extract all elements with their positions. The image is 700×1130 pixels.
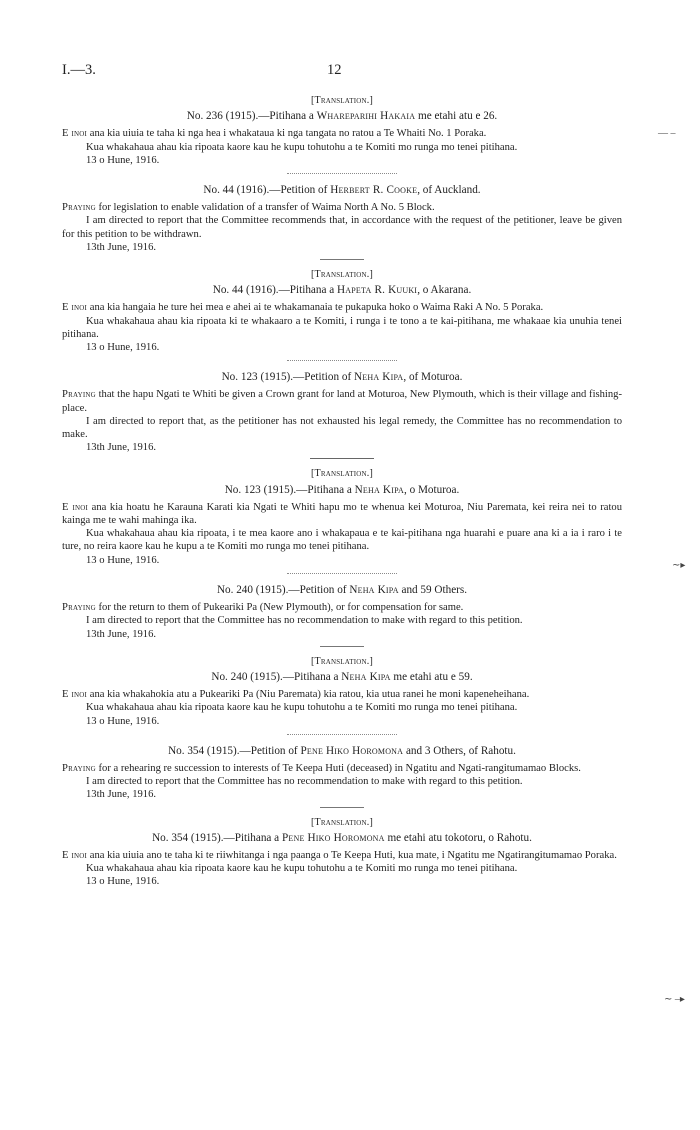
- petition-title: [62, 671, 622, 684]
- report-date: 13th June, 1916.: [86, 241, 157, 253]
- title-suffix: , o Akarana.: [417, 284, 472, 297]
- title-number: No. 354 (1915).—Pitihana a: [152, 831, 282, 844]
- prayer-text: for a rehearing re succession to interests of Te Keepa Huti (deceased) in Ngatitu and Ngati-rangitumamao Blocks.: [95, 762, 581, 774]
- document-body: [62, 94, 622, 889]
- petition-section: [62, 584, 622, 641]
- title-number: No. 123 (1915).—Pitihana a: [224, 483, 355, 496]
- prayer-lead: E inoi: [62, 302, 88, 314]
- title-suffix: , o Moturoa.: [403, 483, 460, 496]
- prayer-text: ana kia hangaia he ture hei mea e ahei ai te whakamanaia te pukapuka hoko o Waima Raki A No. 5 Poraka.: [87, 302, 544, 314]
- title-suffix: and 59 Others.: [398, 583, 468, 596]
- prayer-lead: Praying: [62, 389, 96, 401]
- section-divider: [287, 173, 397, 174]
- prayer-lead: Praying: [62, 762, 96, 774]
- prayer-paragraph: [62, 762, 622, 775]
- petition-section: [62, 745, 622, 802]
- petition-title: [62, 832, 622, 845]
- title-number: No. 123 (1915).—Petition of: [221, 371, 354, 384]
- page-header: [62, 62, 620, 82]
- report-date: 13th June, 1916.: [86, 442, 157, 454]
- report-paragraph: Kua whakahaua ahau kia ripoata kaore kau he kupu tohutohu a te Komiti mo runga mo tenei pitihana.: [86, 702, 518, 714]
- petitioner-name: Pene Hiko Horomona: [281, 831, 385, 844]
- prayer-lead: Praying: [62, 202, 96, 214]
- section-rule: [320, 259, 364, 260]
- margin-mark-icon: — –: [658, 128, 676, 139]
- petition-section: [62, 816, 622, 889]
- petition-section: [62, 371, 622, 454]
- margin-mark-icon: ∼ –▸: [664, 994, 685, 1005]
- report-date: 13th June, 1916.: [86, 789, 157, 801]
- petition-title: [62, 110, 622, 123]
- petitioner-name: Neha Kipa: [341, 670, 391, 683]
- prayer-text: ana kia whakahokia atu a Pukeariki Pa (Niu Paremata) kia ratou, kia utua ranei he moni kapeneheihana.: [87, 689, 530, 701]
- petition-section: [62, 655, 622, 728]
- report-paragraph: I am directed to report that the Committee has no recommendation to make with regard to this petition.: [86, 776, 523, 788]
- prayer-paragraph: [62, 201, 622, 214]
- report-paragraph: I am directed to report that the Committee recommends that, in accordance with the request of the petitioner, leave be given for this petition to be withdrawn.: [62, 215, 622, 240]
- petition-title: [62, 284, 622, 297]
- prayer-paragraph: [62, 301, 622, 314]
- prayer-paragraph: [62, 849, 622, 862]
- prayer-paragraph: [62, 388, 622, 414]
- translation-label: [Translation.]: [310, 468, 373, 480]
- prayer-lead: Praying: [62, 602, 96, 614]
- petitioner-name: Neha Kipa: [353, 371, 404, 384]
- prayer-lead: E inoi: [62, 128, 88, 140]
- section-divider: [287, 360, 397, 361]
- petition-title: [62, 371, 622, 384]
- report-paragraph: Kua whakahaua ahau kia ripoata kaore kau he kupu tohutohu a te Komiti mo runga mo tenei pitihana.: [86, 141, 518, 153]
- page-number: 12: [327, 62, 342, 78]
- prayer-text: ana kia hoatu he Karauna Karati kia Ngati te Whiti hapu mo te whenua kei Moturoa, Niu Paremata, kei reira nei to ratou kainga me te wahi mahinga ika.: [62, 501, 622, 527]
- petitioner-name: Hapeta R. Kuuki: [337, 284, 418, 297]
- prayer-lead: E inoi: [62, 849, 88, 861]
- petitioner-name: Herbert R. Cooke: [330, 184, 418, 197]
- petition-title: [62, 184, 622, 197]
- translation-label: [Translation.]: [310, 95, 373, 106]
- title-number: No. 240 (1915).—Petition of: [216, 583, 350, 596]
- prayer-paragraph: [62, 127, 622, 140]
- report-date: 13 o Hune, 1916.: [86, 342, 160, 354]
- prayer-paragraph: [62, 601, 622, 614]
- title-suffix: me etahi atu e 26.: [415, 110, 498, 123]
- petition-section: [62, 268, 622, 354]
- title-suffix: , of Auckland.: [417, 184, 481, 197]
- petition-section: [62, 467, 622, 566]
- prayer-text: ana kia uiuia te taha ki nga hea i whakataua ki nga tangata no ratou a Te Whaiti No. 1 Poraka.: [87, 128, 487, 140]
- title-suffix: me etahi atu tokotoru, o Rahotu.: [384, 831, 532, 844]
- section-divider: [287, 734, 397, 735]
- report-date: 13 o Hune, 1916.: [86, 554, 160, 566]
- report-paragraph: Kua whakahaua ahau kia ripoata kaore kau he kupu tohutohu a te Komiti mo runga mo tenei pitihana.: [86, 863, 518, 875]
- report-date: 13 o Hune, 1916.: [86, 876, 160, 888]
- title-number: No. 44 (1916).—Petition of: [203, 184, 331, 197]
- prayer-paragraph: [62, 688, 622, 701]
- petition-title: [62, 584, 622, 597]
- title-suffix: and 3 Others, of Rahotu.: [403, 744, 516, 757]
- report-paragraph: I am directed to report that the Committee has no recommendation to make with regard to this petition.: [86, 615, 523, 627]
- title-number: No. 44 (1916).—Pitihana a: [212, 284, 338, 297]
- prayer-text: ana kia uiuia ano te taha ki te riiwhitanga i nga paanga o Te Keepa Huti, kua mate, i Ngatitu me Ngatirangitumamao Poraka.: [87, 849, 617, 861]
- petition-section: [62, 94, 622, 167]
- title-number: No. 236 (1915).—Pitihana a: [186, 110, 317, 123]
- section-divider: [287, 573, 397, 574]
- report-date: 13 o Hune, 1916.: [86, 154, 160, 166]
- section-rule: [310, 458, 374, 459]
- translation-label: [Translation.]: [310, 816, 373, 828]
- title-suffix: me etahi atu e 59.: [390, 670, 473, 683]
- petition-title: [62, 745, 622, 758]
- title-suffix: , of Moturoa.: [403, 371, 463, 384]
- title-number: No. 240 (1915).—Pitihana a: [211, 670, 342, 683]
- prayer-lead: E inoi: [62, 689, 88, 701]
- report-date: 13 o Hune, 1916.: [86, 715, 160, 727]
- petition-title: [62, 484, 622, 497]
- prayer-paragraph: [62, 501, 622, 527]
- translation-label: [Translation.]: [310, 269, 373, 281]
- prayer-lead: E inoi: [62, 501, 89, 513]
- prayer-text: for the return to them of Pukeariki Pa (New Plymouth), or for compensation for same.: [95, 602, 464, 614]
- margin-mark-icon: ∼▸: [672, 560, 686, 571]
- translation-label: [Translation.]: [310, 655, 373, 667]
- report-paragraph: Kua whakahaua ahau kia ripoata ki te whakaaro a te Komiti, i runga i te tono a te kai-pitihana, me whakaae kia unuhia tenei pitihana.: [62, 315, 622, 340]
- section-rule: [320, 646, 364, 647]
- section-rule: [320, 807, 364, 808]
- title-number: No. 354 (1915).—Petition of: [168, 744, 301, 757]
- prayer-text: that the hapu Ngati te Whiti be given a Crown grant for land at Moturoa, New Plymouth, which is their village and fishing-place.: [62, 389, 622, 414]
- petitioner-name: Whareparihi Hakaia: [316, 110, 416, 123]
- prayer-text: for legislation to enable validation of a transfer of Waima North A No. 5 Block.: [95, 202, 435, 214]
- petitioner-name: Neha Kipa: [354, 483, 404, 496]
- parliamentary-reference: I.—3.: [62, 62, 96, 78]
- petitioner-name: Pene Hiko Horomona: [300, 744, 404, 757]
- petition-section: [62, 184, 622, 254]
- report-paragraph: Kua whakahaua ahau kia ripoata, i te mea kaore ano i whakapaua e te kai-pitihana nga huarahi e puare ana ki a ia i raro i te ture, no reira kaore kau he kupu a te Komiti mo runga mo tenei pitihana.: [62, 528, 622, 553]
- petitioner-name: Neha Kipa: [349, 583, 399, 596]
- report-date: 13th June, 1916.: [86, 628, 157, 640]
- report-paragraph: I am directed to report that, as the petitioner has not exhausted his legal remedy, the Committee has no recommendation to make.: [62, 415, 622, 441]
